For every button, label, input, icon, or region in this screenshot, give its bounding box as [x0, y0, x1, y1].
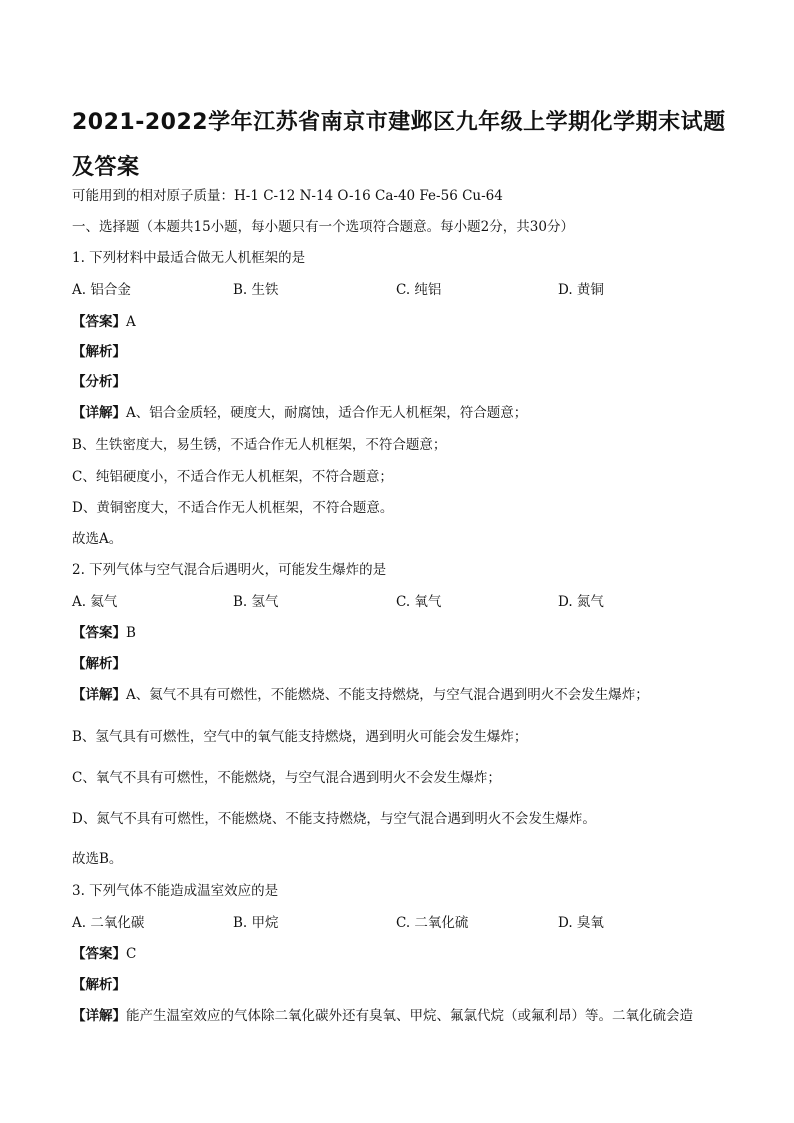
section-heading: 一、选择题（本题共15小题，每小题只有一个选项符合题意。每小题2分，共30分） — [72, 219, 574, 235]
q2-detail-line-3: C、氧气不具有可燃性，不能燃烧，与空气混合遇到明火不会发生爆炸； — [72, 770, 501, 786]
q1-detail-line-3: C、纯铝硬度小，不适合作无人机框架，不符合题意； — [72, 469, 393, 485]
q1-option-d: D. 黄铜 — [558, 282, 604, 298]
q3-option-d: D. 臭氧 — [558, 915, 604, 931]
q2-detail-line-4: D、氮气不具有可燃性，不能燃烧、不能支持燃烧，与空气混合遇到明火不会发生爆炸。 — [72, 811, 596, 827]
q3-option-c: C. 二氧化硫 — [396, 915, 469, 931]
analysis-tag: 【解析】 — [72, 656, 126, 672]
question-2-stem: 2. 下列气体与空气混合后遇明火，可能发生爆炸的是 — [72, 562, 387, 578]
q2-conclusion: 故选B。 — [72, 851, 123, 867]
q1-detail-line-1 — [72, 404, 527, 422]
q1-conclusion: 故选A。 — [72, 531, 123, 547]
answer-tag: 【答案】 — [72, 314, 126, 330]
q3-option-a: A. 二氧化碳 — [72, 915, 145, 931]
document-title: 2021-2022学年江苏省南京市建邺区九年级上学期化学期末试题及答案 — [72, 110, 726, 180]
q2-option-d: D. 氮气 — [558, 594, 604, 610]
q1-analysis-tag — [72, 343, 126, 361]
question-3-stem: 3. 下列气体不能造成温室效应的是 — [72, 883, 279, 899]
q1-detail-text-1: A、铝合金质轻，硬度大，耐腐蚀，适合作无人机框架，符合题意； — [126, 405, 528, 421]
q1-option-c: C. 纯铝 — [396, 282, 442, 298]
q2-analysis-tag — [72, 655, 126, 673]
question-1-stem: 1. 下列材料中最适合做无人机框架的是 — [72, 250, 306, 266]
q1-detail-line-2: B、生铁密度大，易生锈，不适合作无人机框架，不符合题意； — [72, 437, 447, 453]
q2-option-b: B. 氢气 — [233, 594, 279, 610]
q2-answer-line — [72, 624, 136, 642]
analysis-tag: 【解析】 — [72, 344, 126, 360]
fenxi-tag: 【分析】 — [72, 374, 126, 390]
atomic-masses-line: 可能用到的相对原子质量：H-1 C-12 N-14 O-16 Ca-40 Fe-56 Cu-64 — [72, 188, 503, 204]
detail-tag: 【详解】 — [72, 1008, 126, 1024]
q1-option-a: A. 铝合金 — [72, 282, 131, 298]
q1-answer-line — [72, 313, 136, 331]
q3-option-b: B. 甲烷 — [233, 915, 279, 931]
q2-option-c: C. 氧气 — [396, 594, 442, 610]
q3-analysis-tag — [72, 976, 126, 994]
q3-answer-line — [72, 945, 136, 963]
q1-answer-value: A — [126, 314, 136, 330]
q3-detail-text-1: 能产生温室效应的气体除二氧化碳外还有臭氧、甲烷、氟氯代烷（或氟利昂）等。二氧化硫会造 — [126, 1008, 693, 1024]
q3-detail-line-1 — [72, 1007, 693, 1025]
q2-detail-text-1: A、氦气不具有可燃性，不能燃烧、不能支持燃烧，与空气混合遇到明火不会发生爆炸； — [126, 687, 649, 703]
analysis-tag: 【解析】 — [72, 977, 126, 993]
detail-tag: 【详解】 — [72, 405, 126, 421]
q2-detail-line-1 — [72, 686, 649, 704]
q2-answer-value: B — [126, 625, 136, 641]
answer-tag: 【答案】 — [72, 946, 126, 962]
answer-tag: 【答案】 — [72, 625, 126, 641]
q2-option-a: A. 氦气 — [72, 594, 118, 610]
q1-option-b: B. 生铁 — [233, 282, 279, 298]
q3-answer-value: C — [126, 946, 137, 962]
q1-fenxi-tag — [72, 373, 126, 391]
q2-detail-line-2: B、氢气具有可燃性，空气中的氧气能支持燃烧，遇到明火可能会发生爆炸； — [72, 729, 528, 745]
q1-detail-line-4: D、黄铜密度大，不适合作无人机框架，不符合题意。 — [72, 500, 394, 516]
detail-tag: 【详解】 — [72, 687, 126, 703]
